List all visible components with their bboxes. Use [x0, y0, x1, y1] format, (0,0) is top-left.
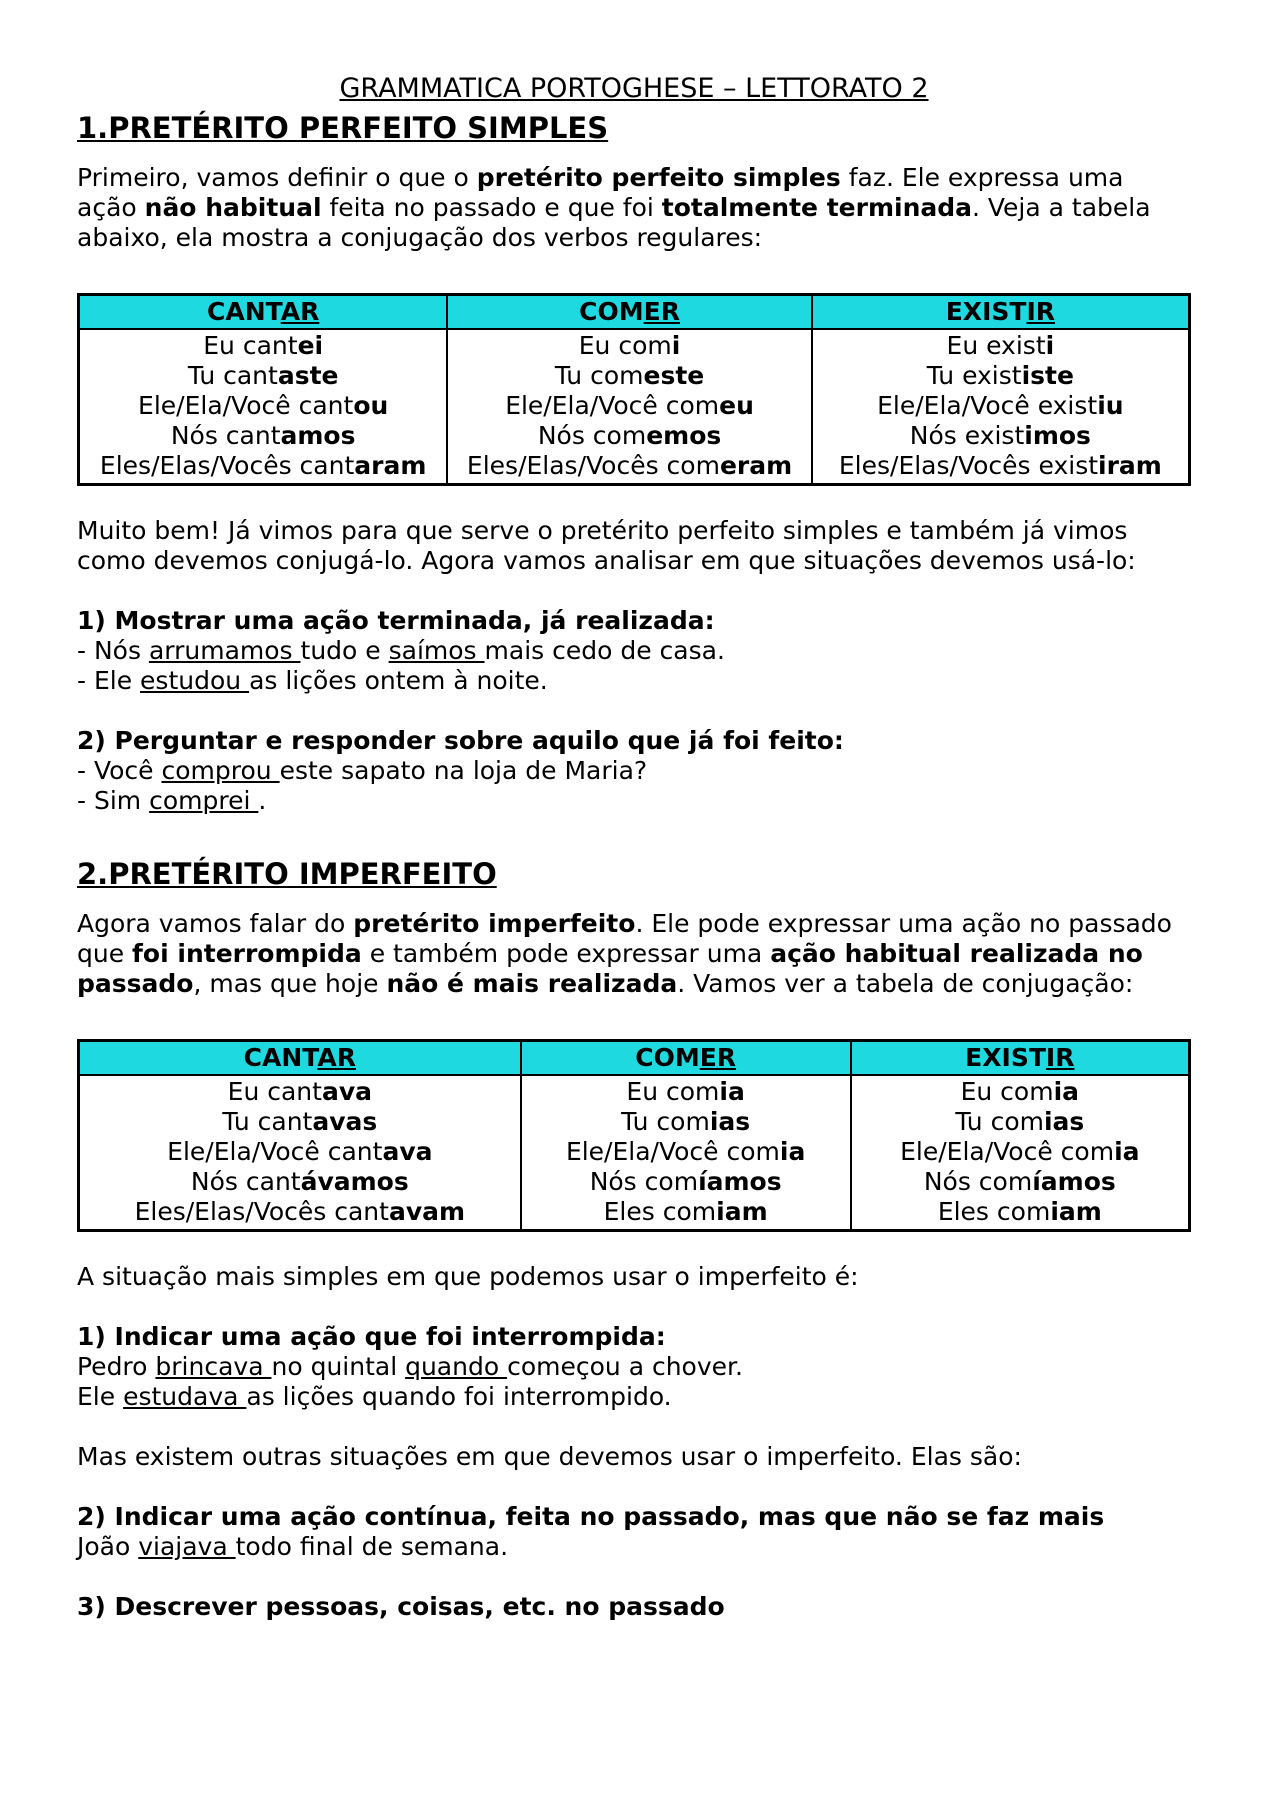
conjugation-line: Eu existi [946, 331, 1055, 360]
conjugation-line: Eu comi [578, 331, 681, 360]
conjugation-line: Nós comemos [537, 421, 722, 450]
section-2-intro: Agora vamos falar do pretérito imperfeito. Ele pode expressar uma ação no passado que foi interrompida e também pode expressar uma ação habitual realizada no passado, mas que hoje não é mais realizada. Vamos ver a tabela de conjugação: [77, 909, 1172, 998]
section-2-other-uses: Mas existem outras situações em que devemos usar o imperfeito. Elas são: [77, 1442, 1022, 1471]
conjugation-line: Tu cantaste [187, 361, 339, 390]
table-header-cantar: CANTAR [79, 1041, 521, 1076]
use-1-example-1: - Nós arrumamos tudo e saímos mais cedo de casa. [77, 636, 725, 665]
use-2-heading: 2) Perguntar e responder sobre aquilo que já foi feito: [77, 726, 844, 755]
table-cell-existir [812, 329, 1190, 485]
conjugation-line: Eles/Elas/Vocês existiram [838, 451, 1162, 480]
imperfeito-use-2-example-1: João viajava todo final de semana. [77, 1532, 509, 1561]
conjugation-line: Eles/Elas/Vocês comeram [466, 451, 793, 480]
table-cell-cantar [79, 329, 448, 485]
conjugation-line: Ele/Ela/Você cantava [167, 1137, 433, 1166]
conjugation-line: Eu comia [960, 1077, 1080, 1106]
section-1-heading: 1.PRETÉRITO PERFEITO SIMPLES [77, 111, 609, 145]
table-cell-existir [851, 1075, 1190, 1231]
conjugation-line: Ele/Ela/Você existiu [877, 391, 1124, 420]
conjugation-line: Ele/Ela/Você comeu [505, 391, 754, 420]
table-header-cantar: CANTAR [79, 295, 448, 330]
section-2-after-table: A situação mais simples em que podemos usar o imperfeito é: [77, 1262, 859, 1291]
table-cell-cantar [79, 1075, 521, 1231]
table-header-comer: COMER [447, 295, 811, 330]
table-cell-comer [447, 329, 811, 485]
section-2-heading: 2.PRETÉRITO IMPERFEITO [77, 857, 497, 891]
conjugation-line: Nós comíamos [589, 1167, 782, 1196]
imperfeito-use-3-heading: 3) Descrever pessoas, coisas, etc. no passado [77, 1592, 725, 1621]
table-header-existir: EXISTIR [851, 1041, 1190, 1076]
conjugation-line: Eles comiam [603, 1197, 768, 1226]
table-header-existir: EXISTIR [812, 295, 1190, 330]
imperfeito-use-2-heading: 2) Indicar uma ação contínua, feita no passado, mas que não se faz mais [77, 1502, 1105, 1531]
document-title: GRAMMATICA PORTOGHESE – LETTORATO 2 [339, 73, 929, 104]
section-1-after-table: Muito bem! Já vimos para que serve o pretérito perfeito simples e também já vimos como devemos conjugá-lo. Agora vamos analisar em que situações devemos usá-lo: [77, 516, 1136, 575]
use-2-example-2: - Sim comprei . [77, 786, 267, 815]
conjugation-line: Ele/Ela/Você comia [565, 1137, 806, 1166]
conjugation-line: Tu comias [621, 1107, 751, 1136]
conjugation-line: Tu exististe [926, 361, 1074, 390]
use-1-example-2: - Ele estudou as lições ontem à noite. [77, 666, 548, 695]
section-1-intro: Primeiro, vamos definir o que o pretérito perfeito simples faz. Ele expressa uma ação não habitual feita no passado e que foi totalmente terminada. Veja a tabela abaixo, ela mostra a conjugação dos verbos regulares: [77, 163, 1151, 252]
imperfeito-use-1-example-1: Pedro brincava no quintal quando começou a chover. [77, 1352, 743, 1381]
conjugation-line: Eu comia [626, 1077, 745, 1106]
conjugation-line: Tu comeste [554, 361, 705, 390]
document-page [77, 72, 1191, 1622]
conjugation-line: Ele/Ela/Você comia [900, 1137, 1140, 1166]
conjugation-line: Eu cantava [227, 1077, 373, 1106]
conjugation-line: Tu comias [955, 1107, 1085, 1136]
imperfeito-use-1-heading: 1) Indicar uma ação que foi interrompida: [77, 1322, 666, 1351]
conjugation-line: Nós existimos [909, 421, 1091, 450]
use-2-example-1: - Você comprou este sapato na loja de Maria? [77, 756, 648, 785]
conjugation-line: Eles/Elas/Vocês cantaram [99, 451, 427, 480]
table-cell-comer [521, 1075, 851, 1231]
conjugation-line: Nós cantamos [170, 421, 356, 450]
imperfeito-use-1-example-2: Ele estudava as lições quando foi interrompido. [77, 1382, 672, 1411]
conjugation-line: Eles/Elas/Vocês cantavam [134, 1197, 466, 1226]
conjugation-line: Eu cantei [203, 331, 324, 360]
conjugation-line: Eles comiam [937, 1197, 1102, 1226]
conjugation-table-perfeito [77, 293, 1191, 486]
conjugation-line: Ele/Ela/Você cantou [138, 391, 389, 420]
conjugation-line: Nós cantávamos [190, 1167, 409, 1196]
use-1-heading: 1) Mostrar uma ação terminada, já realizada: [77, 606, 715, 635]
table-header-comer: COMER [521, 1041, 851, 1076]
conjugation-table-imperfeito [77, 1039, 1191, 1232]
conjugation-line: Tu cantavas [222, 1107, 378, 1136]
conjugation-line: Nós comíamos [923, 1167, 1116, 1196]
